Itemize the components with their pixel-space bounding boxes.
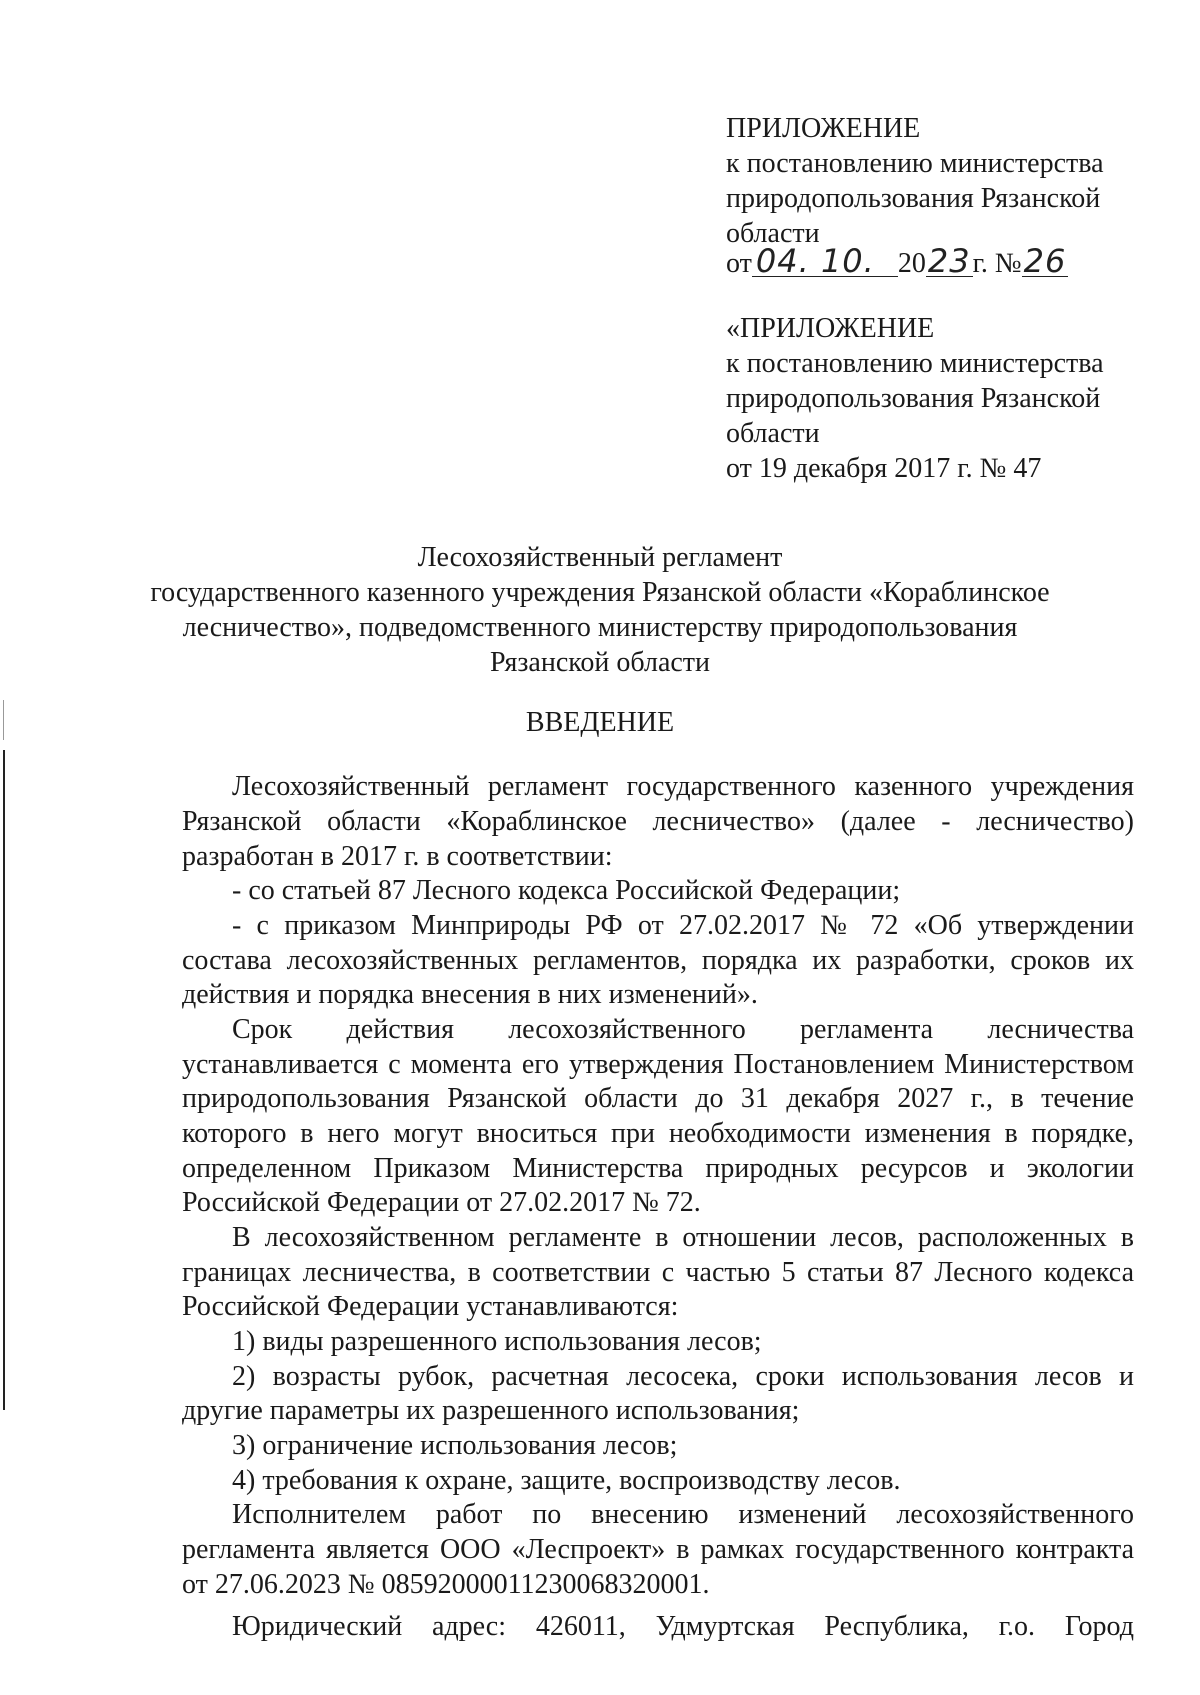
prev-appendix-title: «ПРИЛОЖЕНИЕ [726, 313, 935, 344]
year-prefix: 20 [897, 248, 926, 279]
body-line: определенном Приказом Министерства природных ресурсов и экологии [182, 1153, 1134, 1184]
body-line: - с приказом Минприроды РФ от 27.02.2017 № 72 «Об утверждении [232, 910, 1134, 941]
body-line: В лесохозяйственном регламенте в отношении лесов, расположенных в [232, 1222, 1134, 1253]
body-line: Рязанской области «Кораблинское лесничество» (далее - лесничество) [182, 806, 1134, 837]
appendix-line-2: природопользования Рязанской [726, 183, 1101, 214]
body-line: Исполнителем работ по внесению изменений лесохозяйственного [232, 1499, 1134, 1530]
handwritten-year: 23 [927, 242, 971, 280]
body-line: Российской Федерации от 27.02.2017 № 72. [182, 1187, 701, 1218]
prev-appendix-line-2: природопользования Рязанской [726, 383, 1101, 414]
body-line: Срок действия лесохозяйственного регламента лесничества [232, 1014, 1134, 1045]
body-line: - со статьей 87 Лесного кодекса Российской Федерации; [232, 875, 901, 906]
body-line: Российской Федерации устанавливаются: [182, 1291, 679, 1322]
appendix-line-3: области [726, 218, 820, 249]
appendix-line-1: к постановлению министерства [726, 148, 1104, 179]
body-line: другие параметры их разрешенного использования; [182, 1395, 800, 1426]
body-line: действия и порядка внесения в них изменений». [182, 979, 758, 1010]
number-prefix: г. № [972, 248, 1022, 279]
doc-title-line-3: лесничество», подведомственного министерству природопользования [182, 612, 1018, 643]
body-line: 3) ограничение использования лесов; [232, 1430, 678, 1461]
body-line: 2) возрасты рубок, расчетная лесосека, сроки использования лесов и [232, 1361, 1134, 1392]
body-line: природопользования Рязанской области до 31 декабря 2027 г., в течение [182, 1083, 1134, 1114]
appendix-title: ПРИЛОЖЕНИЕ [726, 113, 921, 144]
doc-title-line-4: Рязанской области [489, 647, 711, 678]
body-line: разработан в 2017 г. в соответствии: [182, 841, 613, 872]
body-line: 1) виды разрешенного использования лесов; [232, 1326, 762, 1357]
body-line: регламента является ООО «Леспроект» в рамках государственного контракта [182, 1534, 1134, 1565]
prev-appendix-line-1: к постановлению министерства [726, 348, 1104, 379]
prev-appendix-line-4: от 19 декабря 2017 г. № 47 [726, 453, 1042, 484]
body-line: границах лесничества, в соответствии с частью 5 статьи 87 Лесного кодекса [182, 1257, 1134, 1288]
handwritten-number: 26 [1023, 242, 1067, 280]
body-line: устанавливается с момента его утверждения Постановлением Министерством [182, 1049, 1134, 1080]
date-prefix: от [726, 248, 752, 279]
prev-appendix-line-3: области [726, 418, 820, 449]
doc-title-line-1: Лесохозяйственный регламент [417, 542, 783, 573]
handwritten-date: 04. 10. [752, 246, 898, 277]
appendix-date-line [726, 242, 1068, 281]
body-line: которого в него могут вноситься при необходимости изменения в порядке, [182, 1118, 1134, 1149]
scan-margin-line [3, 750, 5, 1410]
body-line: состава лесохозяйственных регламентов, порядка их разработки, сроков их [182, 945, 1134, 976]
body-line: от 27.06.2023 № 0859200001123006832000​1. [182, 1569, 710, 1600]
section-heading: ВВЕДЕНИЕ [525, 707, 675, 738]
doc-title-line-2: государственного казенного учреждения Рязанской области «Кораблинское [150, 577, 1050, 608]
body-line: Юридический адрес: 426011, Удмуртская Республика, г.о. Город [232, 1611, 1134, 1642]
body-line: Лесохозяйственный регламент государственного казенного учреждения [232, 771, 1134, 802]
body-line: 4) требования к охране, защите, воспроизводству лесов. [232, 1465, 901, 1496]
